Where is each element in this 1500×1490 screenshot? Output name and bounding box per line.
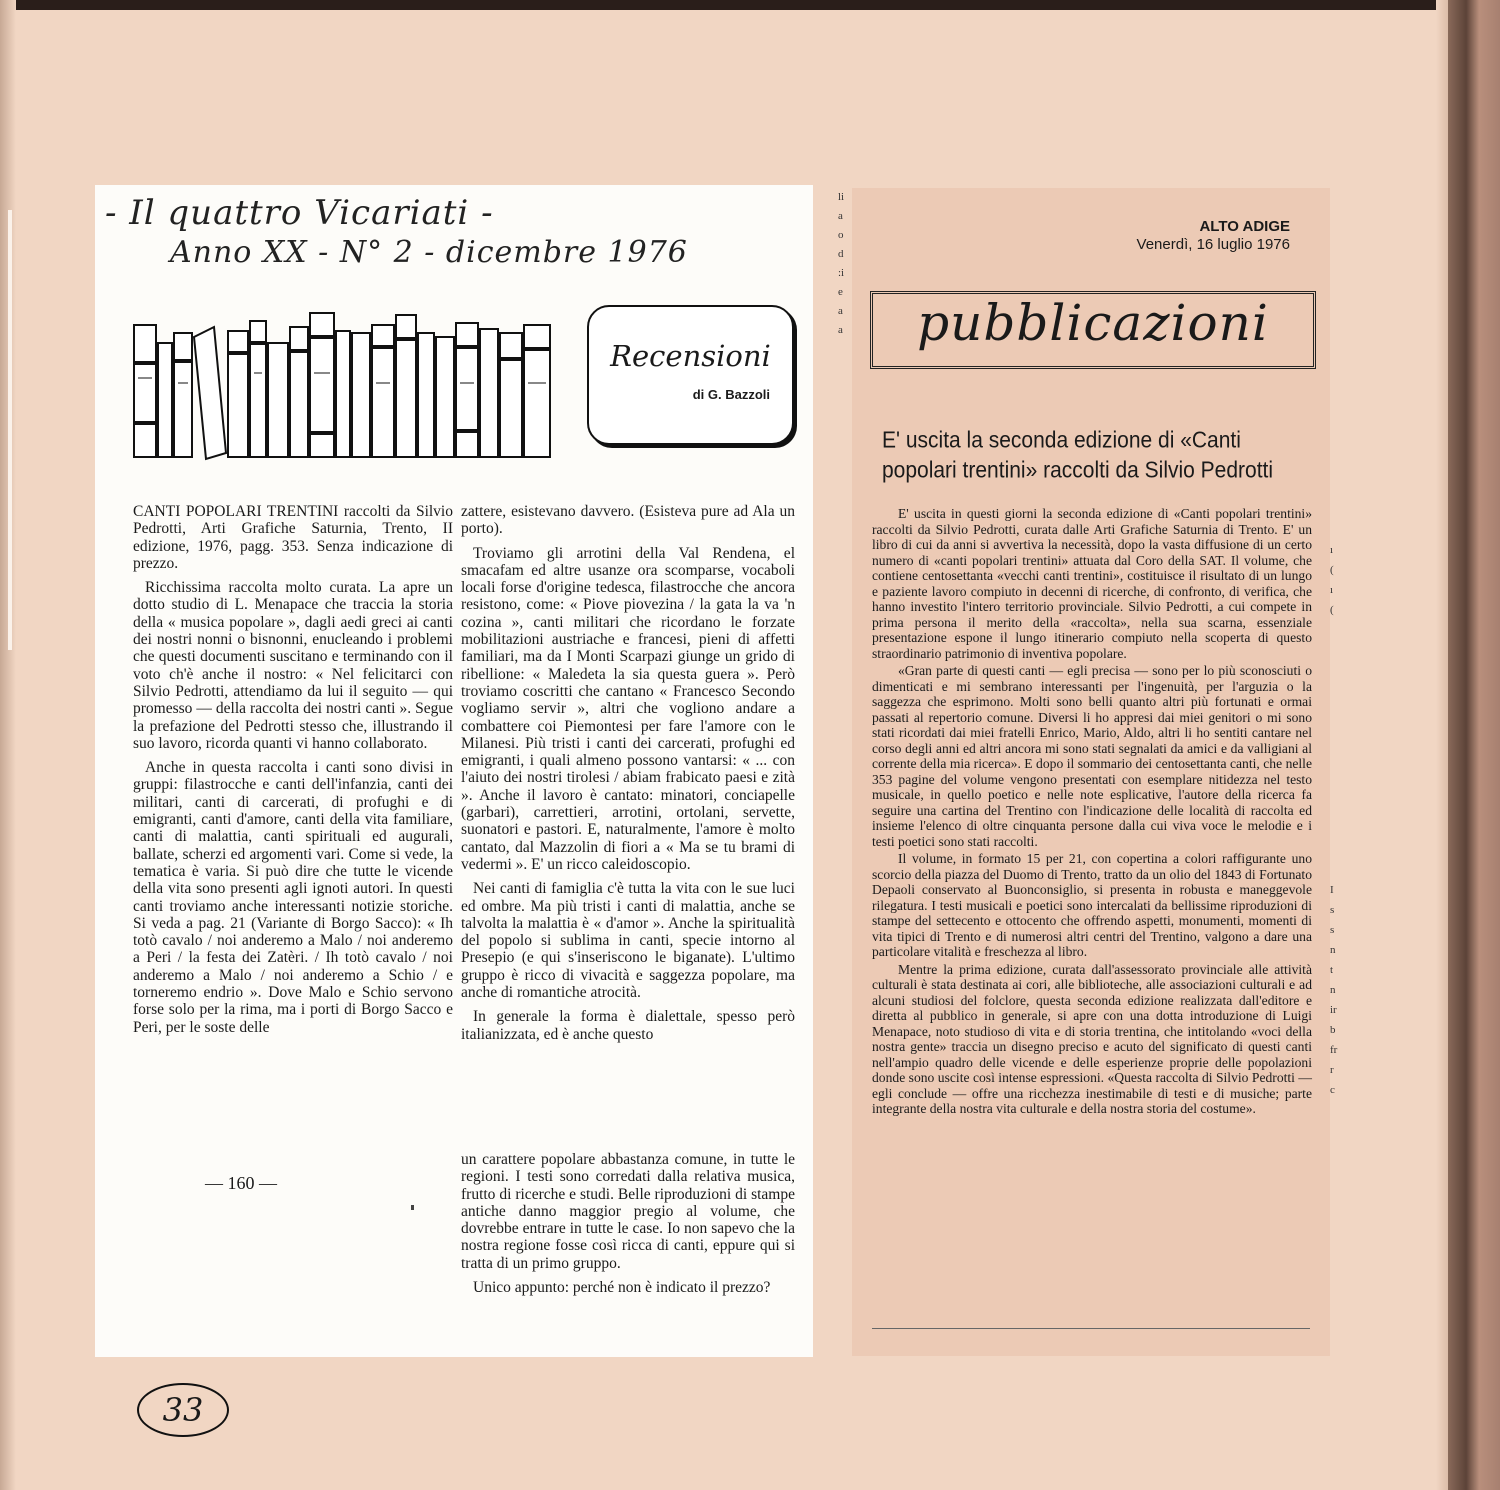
reviews-heading-box [587, 305, 794, 445]
magazine-page-number: — 160 — [205, 1173, 277, 1193]
review-paragraph: CANTI POPOLARI TRENTINI raccolti da Silvio Pedrotti, Arti Grafiche Saturnia, Trento, II edizione, 1976, pagg. 353. Senza indicazione di prezzo. [133, 503, 453, 572]
review-column-continuation [461, 1151, 795, 1303]
handwritten-source-line: - Il quattro Vicariati - [105, 193, 494, 233]
newspaper-date: Venerdì, 16 luglio 1976 [1136, 236, 1290, 253]
bookshelf-illustration [130, 303, 555, 461]
adjacent-column-fragment-right: ı ( ı ( I s s n t n ir b fr r c [1330, 544, 1338, 1096]
album-page-number [137, 1383, 229, 1437]
article-bottom-rule [872, 1328, 1310, 1329]
reviews-title: Recensioni [610, 339, 771, 373]
newspaper-name: ALTO ADIGE [1199, 218, 1290, 235]
article-headline: E' uscita la seconda edizione di «Canti popolari trentini» raccolti da Silvio Pedrotti [882, 427, 1274, 483]
review-paragraph: un carattere popolare abbastanza comune, in tutte le regioni. I testi sono corredati dalla relativa musica, frutto di ricerche e studi. Belle riproduzioni di stampe antiche danno maggior pregio al volume, che dovrebbe entrare in tutte le case. Io non sapevo che la nostra regione fosse così ricca di canti, eppure qui si tratta di un primo gruppo. [461, 1151, 795, 1272]
album-page-number-text: 33 [162, 1391, 204, 1429]
review-column-right [461, 503, 795, 1050]
print-speck [411, 1205, 414, 1210]
handwritten-issue-line: Anno XX - N° 2 - dicembre 1976 [170, 235, 688, 270]
review-column-left [133, 503, 453, 1043]
adjacent-column-fragment-left: li a o d :i e a a [838, 188, 854, 1356]
article-paragraph: «Gran parte di questi canti — egli precisa — sono per lo più sconosciuti o dimenticati e mi sembrano interessanti per l'ingenuità, per l'arguzia o la saggezza che esprimono. Molti sono belli quanto altri più fortunati e ormai passati al repertorio comune. Diversi li ho appresi dai miei genitori o mi sono stati ricordati dai miei fratelli Enrico, Mario, Aldo, altri li ho sentiti cantare nel corso degli anni ed altri ancora mi sono stati segnalati da amici e da valligiani al corrente della mia ricerca». E dopo il sommario dei centosettanta canti, che nelle 353 pagine del volume vengono presentati con esemplare nitidezza nel testo musicale, in quello poetico e nelle note esplicative, l'autore della ricerca fa seguire una cartina del Trentino con l'indicazione delle località di raccolta ed insieme l'elenco di oltre cinquanta persone dalla cui viva voce le melodie e i testi poetici sono stati raccolti. [872, 663, 1312, 849]
newspaper-clipping [852, 188, 1330, 1356]
article-body [872, 506, 1312, 1119]
album-edge-highlight [8, 210, 12, 650]
album-spine [1448, 0, 1500, 1490]
review-paragraph: Ricchissima raccolta molto curata. La apre un dotto studio di L. Menapace che traccia la storia della « musica popolare », dagli aedi greci ai canti dei nostri nonni o bisnonni, enucleando i problemi che questi documenti suscitano e terminando con il voto ch'è anche il nostro: « Nel felicitarci con Silvio Pedrotti, attendiamo da lui il seguito — qui promesso — della raccolta dei nostri canti ». Segue la prefazione del Pedrotti stesso che, illustrando il suo lavoro, ricorda quanti vi hanno collaborato. [133, 579, 453, 752]
review-paragraph: Nei canti di famiglia c'è tutta la vita con le sue luci ed ombre. Ma più tristi i canti di malattia, anche se talvolta la malattia è « d'amor ». Anche la spiritualità del popolo si sublima in canti, specie intorno al Presepio (e qui s'inseriscono le biganate). L'ultimo gruppo è ricco di vivacità e saggezza popolare, ma anche di romantiche atrocità. [461, 880, 795, 1002]
article-paragraph: Il volume, in formato 15 per 21, con copertina a colori raffigurante uno scorcio della piazza del Duomo di Trento, tratto da un olio del 1843 di Fortunato Depaoli conservato al Buonconsiglio, si presenta in robusta e maneggevole rilegatura. I testi musicali e poetici sono intercalati da bellissime riproduzioni di stampe del settecento e ottocento che offrendo aspetti, monumenti, momenti di vita tipici di Trento e di numerosi altri centri del Trentino, valgono a dare una particolare vitalità e freschezza al libro. [872, 851, 1312, 959]
article-paragraph: E' uscita in questi giorni la seconda edizione di «Canti popolari trentini» raccolti da Silvio Pedrotti, curata dalle Arti Grafiche Saturnia di Trento. E' un libro di cui da anni si avvertiva la necessità, dopo la vasta diffusione di un certo numero di «canti popolari trentini» attuata dal Coro della SAT. Il volume, che contiene centosettanta «vecchi canti trentini», costituisce il risultato di un lungo e paziente lavoro compiuto in decenni di ricerche, di confronto, di verifica, che hanno investito l'intero territorio provinciale. Silvio Pedrotti, a cui compete in prima persona il merito della «raccolta», nella sua scarna, essenziale presentazione espone il lungo itinerario compiuto nella scoperta di questo straordinario patrimonio di inventiva popolare. [872, 506, 1312, 661]
review-paragraph: Troviamo gli arrotini della Val Rendena, el smacafam ed altre usanze ora scomparse, vocaboli locali forse d'origine tedesca, filastrocche che ancora resistono, come: « Piove piovezina / la gata la va 'n cozina », canti militari che ricordano le forzate mobilitazioni austriache e francesi, pieni di affetti familiari, ma da I Monti Scarpazi giunge un grido di ribellione: « Maledeta la sia questa guera ». Però troviamo coscritti che cantano « Francesco Secondo vogliamo servir », altri che vogliono andare a combattere coi Piemontesi per fare l'amore con le Milanesi. Più tristi i canti dei carcerati, profughi ed emigranti, i quali almeno possono vantarsi: « ... con l'aiuto dei nostri tirolesi / abiam frabicato paesi e zità ». Anche il lavoro è cantato: minatori, conciapelle (garbari), carrettieri, arrotini, ortolani, servette, suonatori e pastori. E, naturalmente, l'amore è molto cantato, dal Mazzolin di fiori a « Ma se tu brami di vedermi ». E' un ricco caleidoscopio. [461, 544, 795, 873]
magazine-clipping [95, 185, 813, 1357]
scan-top-border [0, 0, 1500, 10]
section-banner [870, 291, 1316, 369]
review-paragraph: Unico appunto: perché non è indicato il prezzo? [473, 1279, 771, 1297]
section-title: pubblicazioni [917, 294, 1269, 352]
review-paragraph: In generale la forma è dialettale, spesso però italianizzata, ed è anche questo [461, 1008, 795, 1043]
reviews-author: di G. Bazzoli [692, 387, 770, 402]
article-paragraph: Mentre la prima edizione, curata dall'assessorato provinciale alle attività culturali è stata destinata ai cori, alle biblioteche, alle associazioni culturali e ad alcuni studiosi del folclore, questa seconda edizione realizzata dall'editore e diretta al pubblico in generale, si apre con una dotta introduzione di Luigi Menapace, noto studioso di vita e di storia trentina, che intitolando «voci della nostra gente» traccia un disegno preciso e acuto del significato di questi canti nell'ampio quadro delle vicende e delle esperienze proprie delle popolazioni donde sono uscite così intense espressioni. «Questa raccolta di Silvio Pedrotti — egli conclude — offre una ricchezza inestimabile di testi e di musiche; parte integrante della nostra vita culturale e della nostra storia del costume». [872, 961, 1312, 1116]
review-paragraph: Anche in questa raccolta i canti sono divisi in gruppi: filastrocche e canti dell'infanzia, canti dei militari, canti di carcerati, di profughi e di emigranti, canti d'amore, canti della vita familiare, canti di malattia, canti spirituali ed augurali, ballate, scherzi ed argomenti vari. Come si vede, la tematica è varia. Si può dire che tutte le vicende della vita sono presenti agli ignoti autori. In questi canti troviamo anche interessanti notizie storiche. Si veda a pag. 21 (Variante di Borgo Sacco): « Ih totò cavalo / noi anderemo a Malo / noi anderemo a Peri / la festa dei Zatèri. / Ih totò cavalo / noi anderemo a Malo / noi anderemo a Schio / e torneremo endrio ». Dove Malo e Schio servono forse solo per la rima, ma i porti di Borgo Sacco e Peri, per le soste delle [133, 759, 453, 1036]
review-paragraph: zattere, esistevano davvero. (Esisteva pure ad Ala un porto). [461, 503, 795, 538]
